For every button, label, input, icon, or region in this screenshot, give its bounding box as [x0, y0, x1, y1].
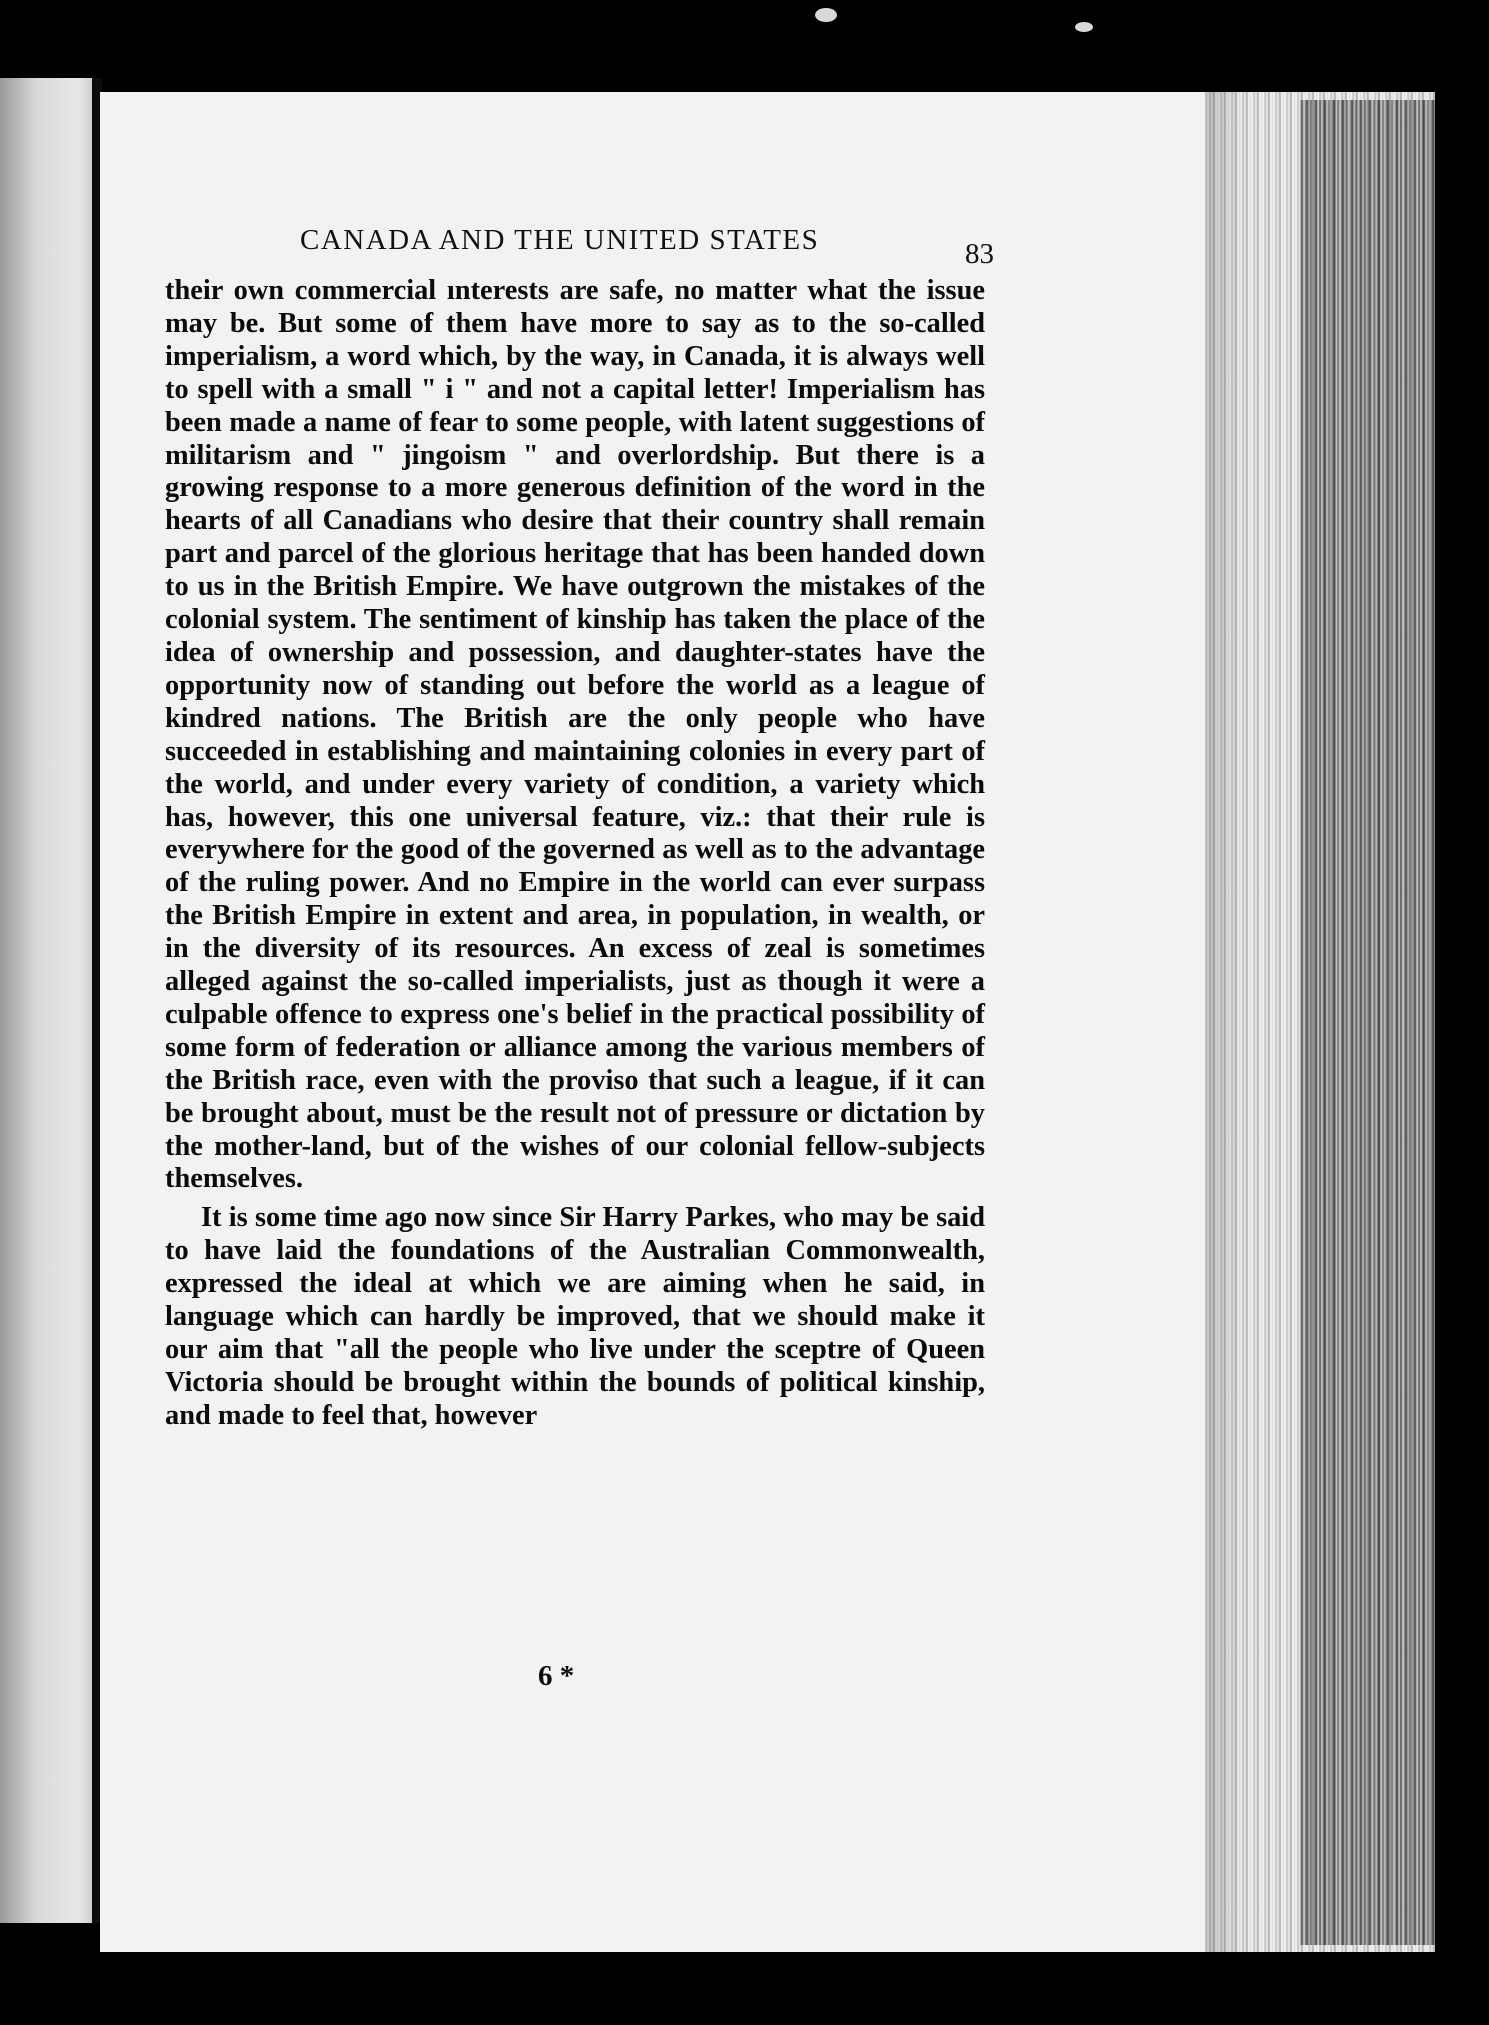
left-page-edge: [0, 78, 92, 1923]
scan-speck: [1075, 22, 1093, 32]
page-stack-shadow: [1300, 100, 1435, 1945]
page-curve-shade: [1205, 92, 1245, 1952]
paragraph: their own commercial ınterests are safe, no matter what the issue may be. But some of them have more to say as to the so-called imperialism, a word which, by the way, in Canada, it is always well to spell with a small " i " and not a capital letter! Imperialism has been made a name of fear to some people, with latent suggestions of militarism and " jingoism " and overlordship. But there is a growing response to a more generous definition of the word in the hearts of all Canadians who desire that their country shall remain part and parcel of the glorious heritage that has been handed down to us in the British Empire. We have outgrown the mistakes of the colonial system. The sentiment of kinship has taken the place of the idea of ownership and possession, and daughter-states have the opportunity now of standing out before the world as a league of kindred nations. The British are the only people who have succeeded in establishing and maintaining colonies in every part of the world, and under every variety of condition, a variety which has, however, this one universal feature, viz.: that their rule is everywhere for the good of the governed as well as to the advantage of the ruling power. And no Empire in the world can ever surpass the British Empire in extent and area, in population, in wealth, or in the diversity of its resources. An excess of zeal is sometimes alleged against the so-called imperialists, just as though it were a culpable offence to express one's belief in the practical possibility of some form of federation or alliance among the various members of the British race, even with the proviso that such a league, if it can be brought about, must be the result not of pressure or dictation by the mother-land, but of the wishes of our colonial fellow-subjects themselves.: [165, 275, 985, 1195]
scan-speck: [815, 8, 837, 22]
running-head: CANADA AND THE UNITED STATES: [300, 224, 820, 256]
page-body-text: [165, 275, 985, 1433]
paragraph: It is some time ago now since Sir Harry Parkes, who may be said to have laid the foundations of the Australian Commonwealth, expressed the ideal at which we are aiming when he said, in language which can hardly be improved, that we should make it our aim that "all the people who live under the sceptre of Queen Victoria should be brought within the bounds of political kinship, and made to feel that, however: [165, 1202, 985, 1431]
signature-mark: 6 *: [538, 1660, 575, 1692]
page-number: 83: [965, 238, 994, 270]
